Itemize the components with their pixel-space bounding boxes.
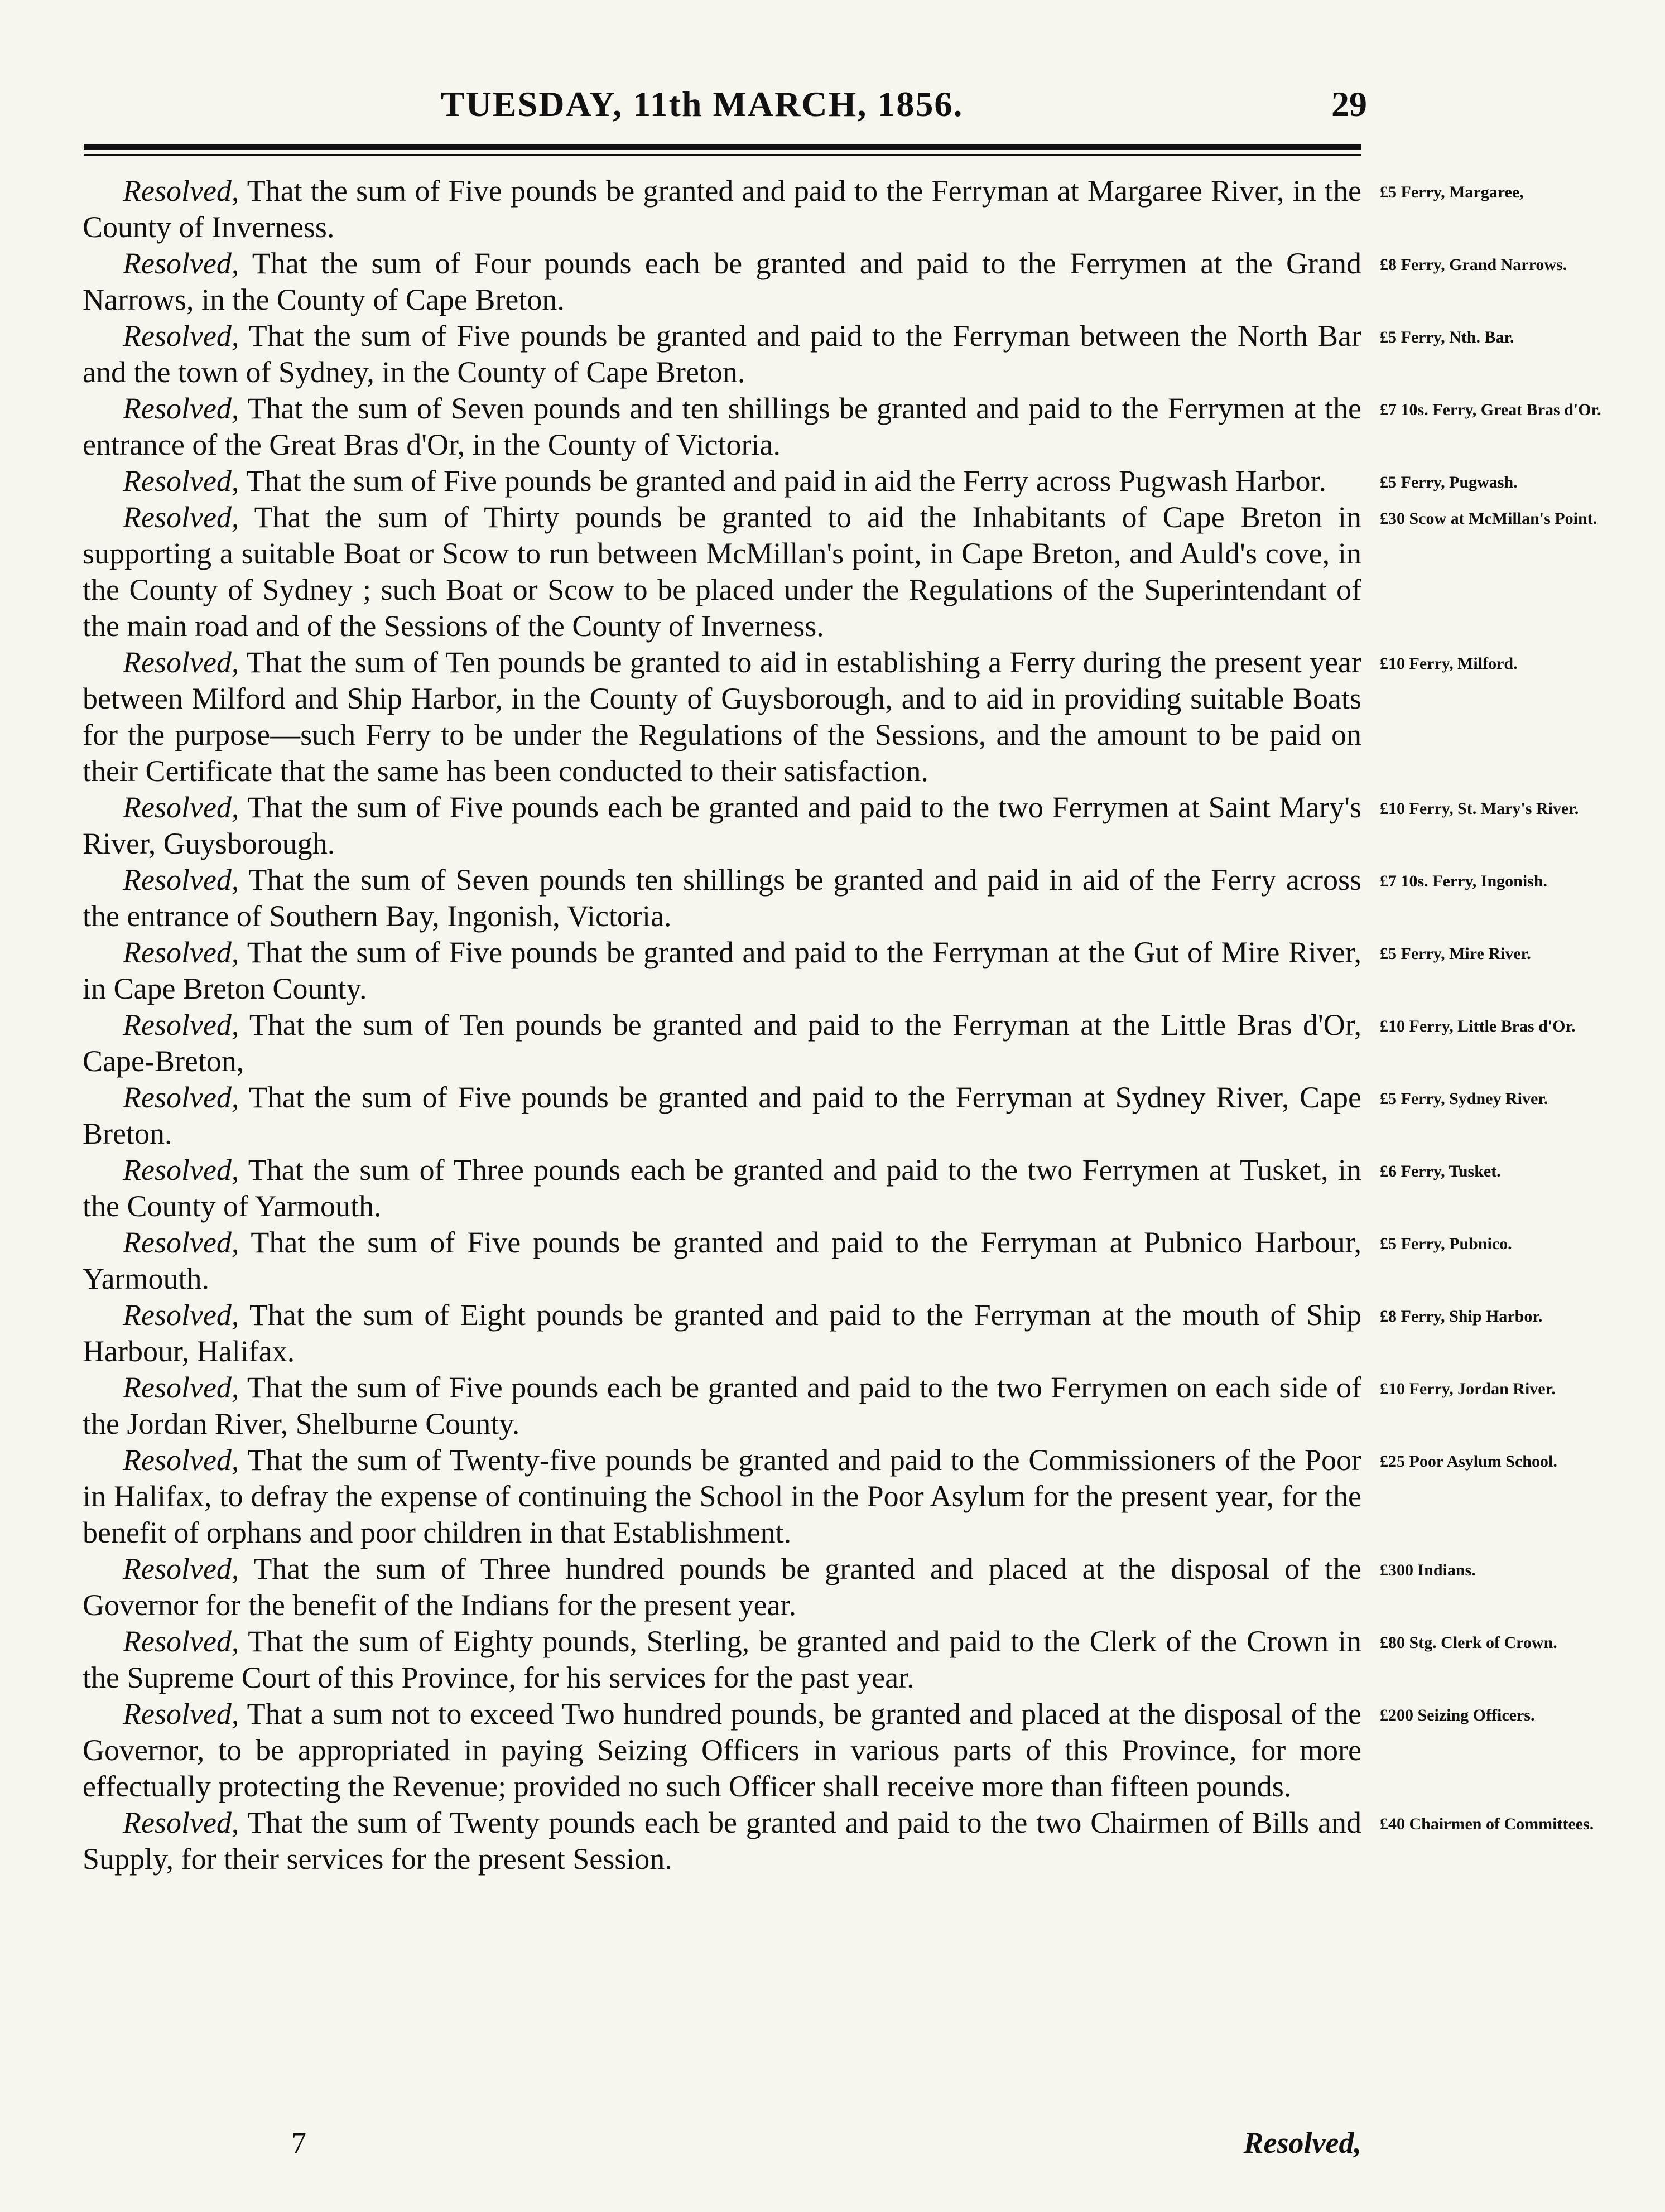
resolved-word: Resolved, [123,464,239,498]
resolution-body: That a sum not to exceed Two hundred pounds, be granted and placed at the disposal of the Governor, to be appropriated in paying Seizing Officers in various parts of this Province, for more effectually protecting the Revenue; provided no such Officer shall receive more than fifteen pounds. [83,1697,1361,1803]
resolution-text [83,789,1361,862]
resolved-word: Resolved, [123,1625,239,1658]
resolution-entry [83,499,1597,644]
resolutions-list [83,173,1601,1877]
resolved-word: Resolved, [123,392,239,425]
resolved-word: Resolved, [123,791,239,824]
resolution-text [83,1152,1361,1225]
resolution-body: That the sum of Five pounds be granted and paid in aid the Ferry across Pugwash Harbor. [246,464,1327,498]
resolution-body: That the sum of Twenty-five pounds be granted and paid to the Commissioners of the Poor in Halifax, to defray the expense of continuing the School in the Poor Asylum for the present year, for the benefit of orphans and poor children in that Establishment. [83,1443,1361,1549]
resolution-entry [83,391,1601,463]
resolution-body: That the sum of Ten pounds be granted and paid to the Ferryman at the Little Bras d'Or, Cape-Breton, [83,1008,1361,1078]
resolution-entry [83,934,1531,1007]
resolution-text [83,1551,1361,1623]
page-number: 29 [1331,84,1367,124]
margin-note: £5 Ferry, Pubnico. [1380,1235,1512,1253]
catchword: Resolved, [1243,2126,1361,2160]
resolution-body: That the sum of Three hundred pounds be granted and placed at the disposal of the Governor for the benefit of the Indians for the present year. [83,1552,1361,1622]
resolution-body: That the sum of Eighty pounds, Sterling, be granted and paid to the Clerk of the Crown in the Supreme Court of this Province, for his services for the past year. [83,1625,1361,1694]
resolution-text [83,1623,1361,1696]
resolved-word: Resolved, [123,1008,239,1042]
resolved-word: Resolved, [123,1298,239,1332]
resolution-entry [83,1370,1556,1442]
resolved-word: Resolved, [123,1697,239,1731]
resolution-entry [83,862,1548,934]
resolution-text [83,1225,1361,1297]
resolution-text [83,1370,1361,1442]
margin-note: £7 10s. Ferry, Great Bras d'Or. [1380,401,1601,419]
resolution-text [83,1297,1361,1370]
resolved-word: Resolved, [123,174,239,208]
margin-note: £10 Ferry, Milford. [1380,654,1518,673]
resolution-entry [83,1297,1543,1370]
margin-note: £30 Scow at McMillan's Point. [1380,509,1597,528]
resolution-entry [83,1551,1476,1623]
resolution-entry [83,1805,1594,1877]
resolved-word: Resolved, [123,1371,239,1404]
resolution-text [83,1442,1361,1551]
margin-note: £80 Stg. Clerk of Crown. [1380,1633,1557,1652]
resolution-entry [83,1007,1576,1080]
resolved-word: Resolved, [123,1552,239,1585]
margin-note: £8 Ferry, Ship Harbor. [1380,1307,1543,1326]
margin-note: £10 Ferry, Little Bras d'Or. [1380,1017,1576,1035]
signature-mark: 7 [291,2126,306,2160]
margin-note: £7 10s. Ferry, Ingonish. [1380,872,1548,890]
margin-note: £25 Poor Asylum School. [1380,1452,1557,1471]
margin-note: £300 Indians. [1380,1561,1476,1579]
resolution-text [83,245,1361,318]
resolution-entry [83,318,1514,391]
header-rule-thin [84,154,1361,156]
resolved-word: Resolved, [123,1081,239,1114]
resolution-body: That the sum of Thirty pounds be granted to aid the Inhabitants of Cape Breton in supporting a suitable Boat or Scow to run between McMillan's point, in Cape Breton, and Auld's cove, in the County of Sydney ; such Boat or Scow to be placed under the Regulations of the Superintendant of the main road and of the Sessions of the County of Inverness. [83,500,1362,643]
resolution-text [83,862,1361,934]
resolved-word: Resolved, [123,936,239,969]
page-title: TUESDAY, 11th MARCH, 1856. [441,84,964,124]
resolution-entry [83,644,1518,789]
resolution-body: That the sum of Five pounds each be granted and paid to the two Ferrymen on each side of the Jordan River, Shelburne County. [83,1371,1361,1440]
resolution-text [83,644,1361,789]
margin-note: £10 Ferry, Jordan River. [1380,1380,1556,1398]
resolution-text [83,463,1361,499]
resolution-body: That the sum of Three pounds each be granted and paid to the two Ferrymen at Tusket, in the County of Yarmouth. [83,1153,1361,1223]
resolution-entry [83,1442,1557,1551]
resolution-text [83,499,1361,644]
resolution-entry [83,1623,1557,1696]
margin-note: £10 Ferry, St. Mary's River. [1380,799,1579,818]
resolution-body: That the sum of Four pounds each be granted and paid to the Ferrymen at the Grand Narrows, in the County of Cape Breton. [83,247,1362,316]
resolution-body: That the sum of Five pounds be granted and paid to the Ferryman between the North Bar and the town of Sydney, in the County of Cape Breton. [83,319,1361,389]
resolved-word: Resolved, [123,1806,239,1839]
resolution-entry [83,463,1518,499]
resolution-text [83,934,1361,1007]
resolved-word: Resolved, [123,1153,239,1187]
resolution-text [83,173,1361,245]
margin-note: £5 Ferry, Sydney River. [1380,1090,1548,1108]
resolved-word: Resolved, [123,500,239,534]
margin-note: £5 Ferry, Margaree, [1380,183,1524,201]
margin-note: £40 Chairmen of Committees. [1380,1815,1594,1833]
resolution-text [83,1007,1361,1080]
resolved-word: Resolved, [123,863,239,897]
page-header [84,84,1367,134]
resolution-body: That the sum of Five pounds be granted and paid to the Ferryman at Margaree River, in the County of Inverness. [83,174,1361,244]
margin-note: £5 Ferry, Nth. Bar. [1380,328,1514,346]
margin-note: £5 Ferry, Mire River. [1380,944,1531,963]
resolution-text [83,1696,1361,1805]
resolution-body: That the sum of Seven pounds and ten shillings be granted and paid to the Ferrymen at the entrance of the Great Bras d'Or, in the County of Victoria. [83,392,1361,461]
resolution-text [83,1805,1361,1877]
resolution-body: That the sum of Seven pounds ten shillings be granted and paid in aid of the Ferry across the entrance of Southern Bay, Ingonish, Victoria. [83,863,1361,933]
resolution-body: That the sum of Five pounds be granted and paid to the Ferryman at Pubnico Harbour, Yarmouth. [83,1226,1362,1295]
margin-note: £5 Ferry, Pugwash. [1380,473,1518,491]
margin-note: £200 Seizing Officers. [1380,1706,1535,1724]
resolution-entry [83,245,1567,318]
margin-note: £8 Ferry, Grand Narrows. [1380,256,1567,274]
margin-note: £6 Ferry, Tusket. [1380,1162,1501,1180]
resolved-word: Resolved, [123,247,239,280]
resolution-entry [83,789,1579,862]
resolved-word: Resolved, [123,645,239,679]
resolution-text [83,391,1361,463]
page-footer [84,2126,1361,2165]
resolved-word: Resolved, [123,319,239,353]
resolution-body: That the sum of Eight pounds be granted and paid to the Ferryman at the mouth of Ship Harbour, Halifax. [83,1298,1361,1368]
resolution-entry [83,1080,1548,1152]
resolution-body: That the sum of Five pounds be granted and paid to the Ferryman at Sydney River, Cape Breton. [83,1081,1361,1150]
resolution-entry [83,1152,1501,1225]
resolution-body: That the sum of Five pounds be granted and paid to the Ferryman at the Gut of Mire River, in Cape Breton County. [83,936,1361,1005]
resolution-text [83,318,1361,391]
resolution-body: That the sum of Twenty pounds each be granted and paid to the two Chairmen of Bills and Supply, for their services for the present Session. [83,1806,1361,1876]
resolution-entry [83,1225,1512,1297]
resolution-entry [83,173,1524,245]
resolved-word: Resolved, [123,1226,239,1259]
resolution-text [83,1080,1361,1152]
resolution-body: That the sum of Five pounds each be granted and paid to the two Ferrymen at Saint Mary's River, Guysborough. [83,791,1361,860]
resolution-body: That the sum of Ten pounds be granted to aid in establishing a Ferry during the present year between Milford and Ship Harbor, in the County of Guysborough, and to aid in providing suitable Boats for the purpose—such Ferry to be under the Regulations of the Sessions, and the amount to be paid on their Certificate that the same has been conducted to their satisfaction. [83,645,1362,788]
resolution-entry [83,1696,1535,1805]
header-rule-thick [84,144,1361,150]
resolved-word: Resolved, [123,1443,239,1477]
